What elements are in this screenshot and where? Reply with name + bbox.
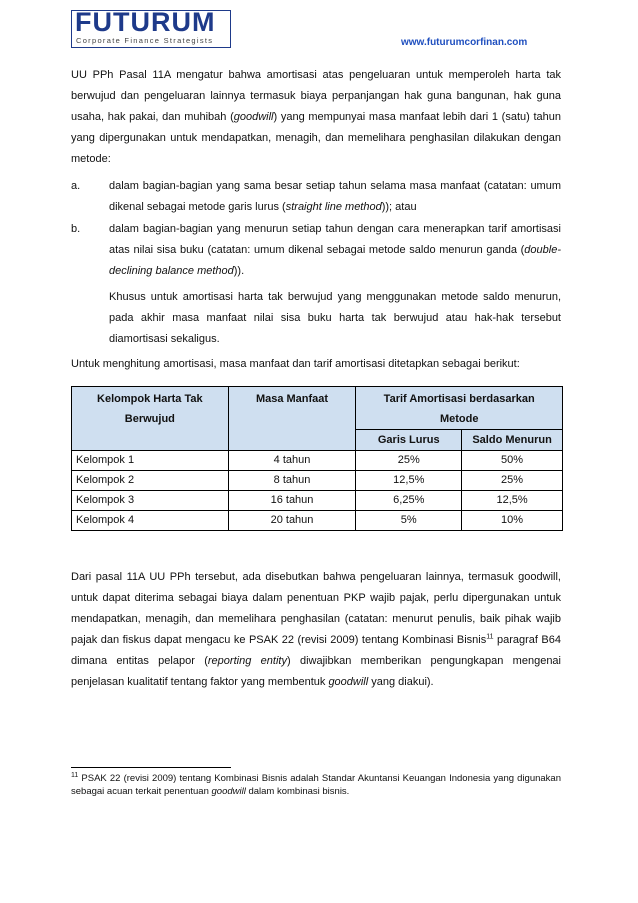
cell-declining: 12,5% [462,491,563,511]
company-logo [71,7,231,48]
cell-life: 4 tahun [228,451,356,471]
cell-group: Kelompok 2 [72,471,229,491]
cell-life: 8 tahun [228,471,356,491]
website-url[interactable]: www.futurumcorfinan.com [401,37,528,48]
table-row [72,471,563,491]
method-label: b. [71,223,81,235]
method-label: a. [71,180,81,192]
closing-text-3: ) diwajibkan memberikan pengungkapan mengenai penjelasan kualitatif tentang faktor yang membentuk [71,655,561,688]
cell-declining: 10% [462,511,563,531]
cell-group: Kelompok 4 [72,511,229,531]
footnote-divider [71,767,231,768]
header-asset-group-line2: Berwujud [124,413,175,425]
closing-text-1: Dari pasal 11A UU PPh tersebut, ada disebutkan bahwa pengeluaran lainnya, termasuk goodwill, untuk dapat diterima sebagai biaya dalam penentuan PKP wajib pajak, perlu dipergunakan untuk mendapatkan, menagih, dan memelihara penghasilan (catatan: menurut penulis, baik pihak wajib pajak dan fiskus dapat mengacu ke PSAK 22 (revisi 2009) tentang Kombinasi Bisnis [71,571,561,646]
footnote-number: 11 [71,771,79,779]
closing-reporting-entity-term: reporting entity [207,655,287,667]
intro-paragraph [71,65,561,170]
logo-tagline: Corporate Finance Strategists [76,36,214,45]
cell-straight: 5% [356,511,462,531]
table-row [72,511,563,531]
footnote-text-before: PSAK 22 (revisi 2009) tentang Kombinasi Bisnis adalah Standar Akuntansi Keuangan Indonesia yang digunakan sebagai acuan terkait penentuan [71,773,561,797]
table-intro: Untuk menghitung amortisasi, masa manfaat dan tarif amortisasi ditetapkan sebagai berikut: [71,358,520,370]
cell-life: 20 tahun [228,511,356,531]
closing-paragraph [71,567,561,693]
header-useful-life-label: Masa Manfaat [255,393,329,405]
amortization-table [71,386,563,531]
footnote-text-after: dalam kombinasi bisnis. [245,786,350,797]
closing-goodwill-term: goodwill [328,676,369,688]
cell-straight: 25% [356,451,462,471]
header-rate-line1: Tarif Amortisasi berdasarkan [383,393,535,405]
header-asset-group [72,387,229,451]
header-amortization-rate [356,387,563,430]
method-text-before: dalam bagian-bagian yang sama besar setiap tahun selama masa manfaat (catatan: umum dikenal sebagai metode garis lurus ( [109,180,561,213]
cell-declining: 25% [462,471,563,491]
footnote [71,772,561,798]
method-term: straight line method [285,201,382,213]
footnote-goodwill-term: goodwill [211,786,246,797]
method-text-after: )). [233,265,245,277]
header-useful-life [228,387,356,451]
logo-wordmark: FUTURUM [75,7,216,37]
cell-straight: 12,5% [356,471,462,491]
closing-text-4: yang diakui). [368,676,434,688]
method-text [109,176,561,218]
table-row [72,451,563,471]
footnote-reference[interactable]: 11 [486,633,494,641]
method-text [109,219,561,282]
special-note-paragraph: Khusus untuk amortisasi harta tak berwujud yang menggunakan metode saldo menurun, pada akhir masa manfaat nilai sisa buku harta tak berwujud atau hak-hak tersebut diamortisasi sekaligus. [109,291,561,345]
intro-text-after: ) yang mempunyai masa manfaat lebih dari 1 (satu) tahun yang dipergunakan untuk mendapatkan, menagih, dan memelihara penghasilan dilakukan dengan metode: [71,111,562,165]
cell-straight: 6,25% [356,491,462,511]
header-asset-group-line1: Kelompok Harta Tak [97,393,203,405]
header-rate-line2: Metode [439,413,479,425]
cell-declining: 50% [462,451,563,471]
cell-group: Kelompok 3 [72,491,229,511]
method-text-before: dalam bagian-bagian yang menurun setiap tahun dengan cara menerapkan tarif amortisasi atas nilai sisa buku (catatan: umum dikenal sebagai metode saldo menurun ganda ( [109,223,561,256]
intro-text-before: UU PPh Pasal 11A mengatur bahwa amortisasi atas pengeluaran untuk memperoleh harta tak berwujud dan pengeluaran lainnya termasuk biaya perpanjangan hak guna bangunan, hak guna usaha, hak pakai, dan muhibah ( [71,69,561,123]
intro-goodwill-term: goodwill [233,111,274,123]
closing-text-2: paragraf B64 dimana entitas pelapor ( [71,634,561,667]
method-text-after: )); atau [381,201,417,213]
header-declining-balance: Saldo Menurun [462,430,563,451]
table-row [72,491,563,511]
cell-life: 16 tahun [228,491,356,511]
method-term: double-declining balance method [109,244,561,277]
header-straight-line: Garis Lurus [356,430,462,451]
cell-group: Kelompok 1 [72,451,229,471]
